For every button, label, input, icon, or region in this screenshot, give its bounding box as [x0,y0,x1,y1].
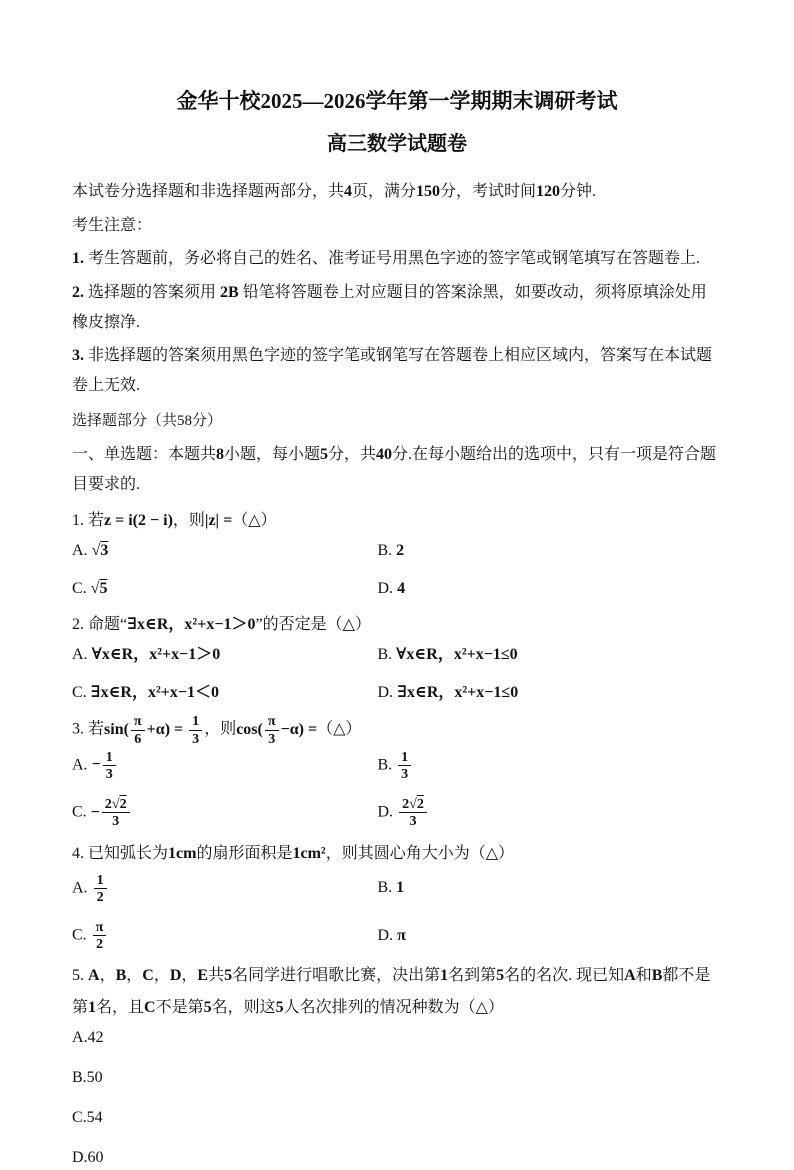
question-5-option-c: C.54 [72,1109,103,1127]
question-3-option-b: B. $\frac{1}{3}$ [378,749,723,782]
question-4-option-d: D. π [377,926,406,944]
question-5-option-b: B.50 [72,1069,103,1087]
question-3-option-d: D. $\frac{2√2}{3}$ [378,796,723,829]
notice-3: 3. 非选择题的答案须用黑色字迹的签字笔或钢笔写在答题卷上相应区域内，答案写在本试题卷上无效. [72,347,713,394]
question-5-option-d: D.60 [72,1149,104,1167]
question-1-option-c: C. √5 [72,580,108,598]
question-5-options [72,1026,722,1170]
question-4-options [72,872,722,953]
question-4-option-a: A. $\frac{1}{2}$ [72,872,378,905]
section-one-intro: 一、单选题：本题共8小题，每小题5分，共40分.在每小题给出的选项中，只有一项是符合题目要求的. [72,446,717,493]
question-4 [72,838,722,953]
question-2-option-b: B. ∀x∈R，x²+x−1≤0 [377,646,518,664]
question-4-option-c: C. $\frac{\pi}{2}$ [72,919,378,952]
exam-subtitle: 高三数学试题卷 [327,133,467,156]
question-2-option-c: C. ∃x∈R，x²+x−1＜0 [72,684,220,702]
question-2-stem: 2. 命题“∃x∈R，x²+x−1＞0”的否定是（△） [72,616,371,634]
question-1 [72,505,722,601]
exam-title: 金华十校2025—2026学年第一学期期末调研考试 [176,89,618,113]
question-3-option-c: C. − $\frac{2√2}{3}$ [72,796,378,829]
question-4-option-b: B. 1 [377,879,405,897]
question-5 [72,960,722,1170]
notice-header: 考生注意： [72,216,153,234]
question-3-stem: 3. 若sin( $\frac{\pi}{6}$ +α) = $\frac{1}{3}$ ，则cos( $\frac{\pi}{3}$ −α) =（△） [72,713,362,747]
question-4-stem: 4. 已知弧长为1cm的扇形面积是1cm²，则其圆心角大小为（△） [72,844,515,862]
question-1-option-b: B. 2 [377,542,405,560]
question-5-option-a: A.42 [72,1029,104,1047]
question-1-stem: 1. 若z = i(2 − i)，则|z| =（△） [72,512,277,530]
question-1-option-a: A. √3 [72,542,109,560]
section-header: 选择题部分（共58分） [72,413,223,430]
question-2 [72,609,722,705]
question-2-options [72,643,722,705]
question-2-option-d: D. ∃x∈R，x²+x−1≤0 [377,684,519,702]
question-3-options [72,749,722,830]
question-3 [72,713,722,829]
question-3-option-a: A. − $\frac{1}{3}$ [72,749,378,782]
notice-1: 1. 考生答题前，务必将自己的姓名、准考证号用黑色字迹的签字笔或钢笔填写在答题卷上. [72,250,701,268]
question-2-option-a: A. ∀x∈R，x²+x−1＞0 [72,646,221,664]
question-5-stem: 5. A，B，C，D，E共5名同学进行唱歌比赛，决出第1名到第5名的名次. 现已知A和B都不是第1名，且C不是第5名，则这5人名次排列的情况种数为（△） [72,967,711,1017]
question-1-option-d: D. 4 [377,580,406,598]
exam-intro: 本试卷分选择题和非选择题两部分，共4页，满分150分，考试时间120分钟. [72,183,597,201]
question-1-options [72,539,722,601]
notice-2: 2. 选择题的答案须用 2B 铅笔将答题卷上对应题目的答案涂黑，如要改动，须将原填涂处用橡皮擦净. [72,284,707,331]
